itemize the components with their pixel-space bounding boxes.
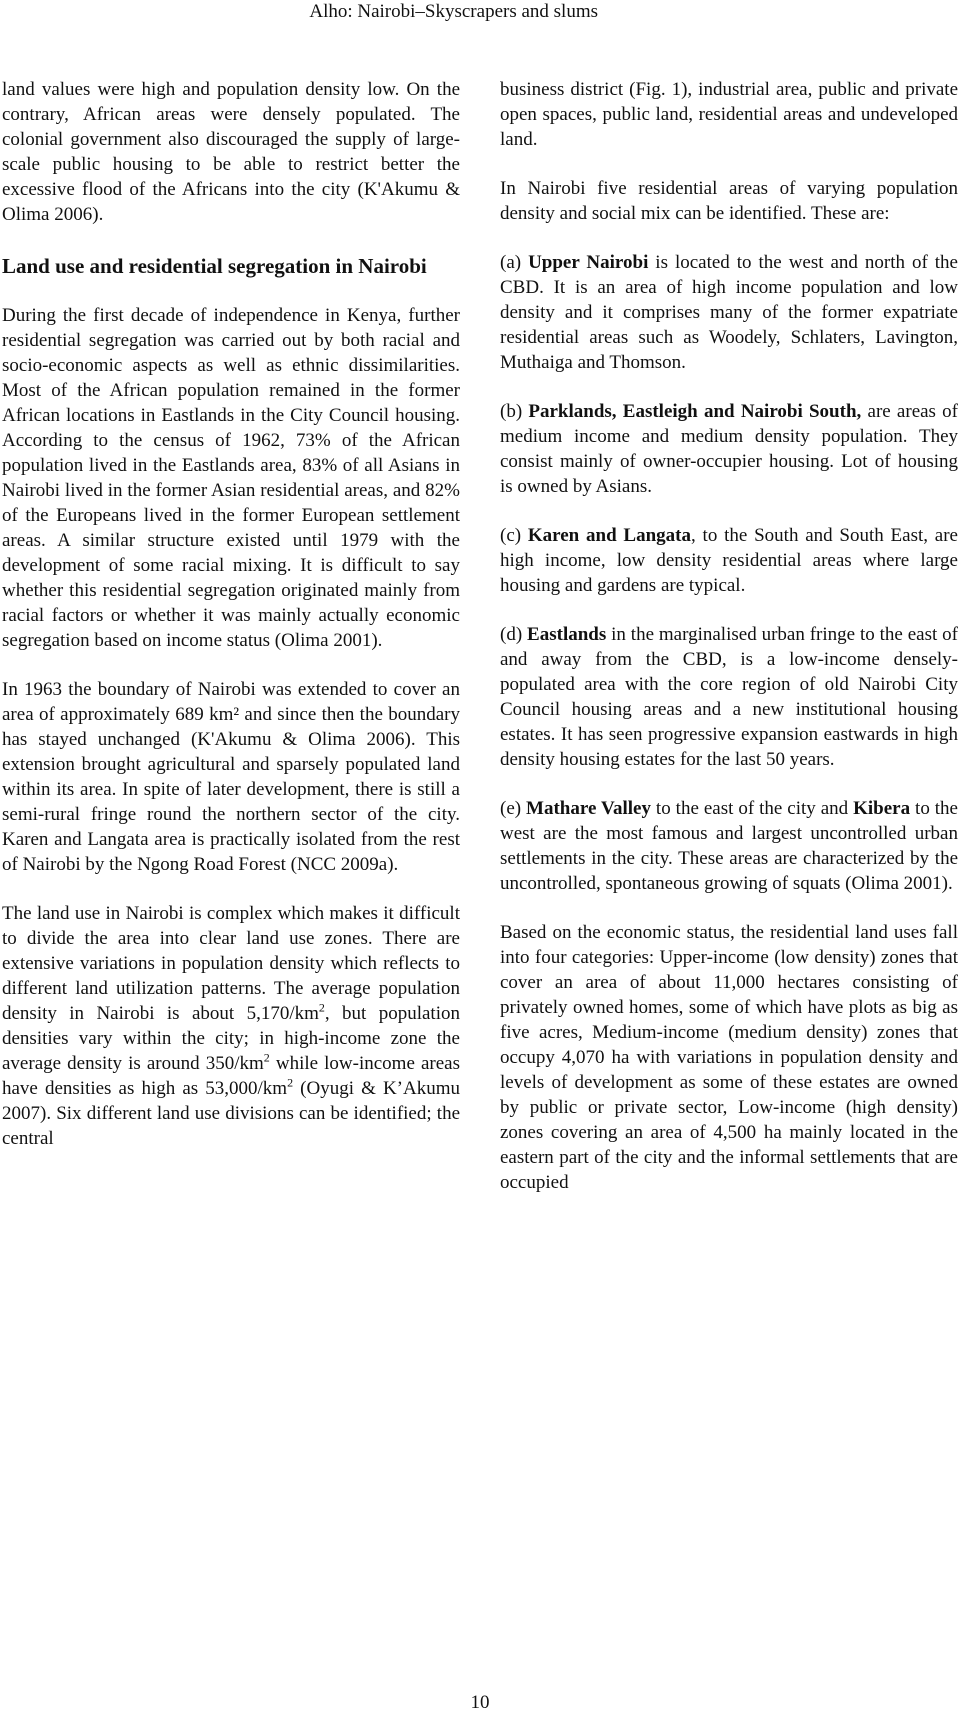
paragraph-boundary-extension: In 1963 the boundary of Nairobi was extended to cover an area of approximately 689 km² and since then the boundary has stayed unchanged (K'Akumu & Olima 2006). This extension brought agricultural and sparsely populated land within its area. In spite of later development, there is still a semi-rural fringe round the northern sector of the city. Karen and Langata area is practically isolated from the rest of Nairobi by the Ngong Road Forest (NCC 2009a).: [2, 679, 460, 875]
right-column: [500, 77, 958, 1195]
paragraph-residential-areas-intro: In Nairobi five residential areas of varying population density and social mix can be identified. These are:: [500, 178, 958, 224]
paragraph-independence-segregation: During the first decade of independence in Kenya, further residential segregation was carried out by both racial and socio-economic aspects as well as ethnic dissimilarities. Most of the African population remained in the former African locations in Eastlands in the City Council housing. According to the census of 1962, 73% of the African population lived in the Eastlands area, 83% of all Asians in Nairobi lived in the former Asian residential areas, and 82% of the Europeans lived in the former European settlement areas. A similar structure existed until 1979 with the development of some racial mixing. It is difficult to say whether this residential segregation originated mainly from racial factors or whether it was mainly actually economic segregation based on income status (Olima 2001).: [2, 305, 460, 651]
left-column: [2, 77, 460, 1151]
page-number: 10: [470, 1692, 490, 1713]
paragraph-economic-categories: Based on the economic status, the residential land uses fall into four categories: Upper-income (low density) zones that cover an area of about 11,000 hectares consisting of privately owned homes, some of which have plots as big as five acres, Medium-income (medium density) zones that occupy 4,070 ha with variations in population density and levels of development as some of these estates are owned by public or private sector, Low-income (high density) zones covering an area of 4,500 ha mainly located in the eastern part of the city and the informal settlements that are occupied: [500, 922, 958, 1193]
list-item-upper-nairobi: (a) Upper Nairobi is located to the west and north of the CBD. It is an area of high income population and low density and it comprises many of the former expatriate residential areas such as Woodely, Schlaters, Lavington, Muthaiga and Thomson.: [500, 252, 958, 373]
list-item-eastlands: (d) Eastlands in the marginalised urban fringe to the east of and away from the CBD, is a low-income densely-populated area with the core region of old Nairobi City Council housing areas and a new institutional housing estates. It has seen progressive expansion eastwards in high density housing estates for the last 50 years.: [500, 624, 958, 770]
list-item-karen-langata: (c) Karen and Langata, to the South and South East, are high income, low density residential areas where large housing and gardens are typical.: [500, 525, 958, 596]
section-heading: Land use and residential segregation in Nairobi: [2, 254, 427, 278]
paragraph-land-use-divisions: business district (Fig. 1), industrial area, public and private open spaces, public land, residential areas and undeveloped land.: [500, 79, 958, 150]
running-header: Alho: Nairobi–Skyscrapers and slums: [309, 1, 598, 22]
list-item-parklands: (b) Parklands, Eastleigh and Nairobi South, are areas of medium income and medium density population. They consist mainly of owner-occupier housing. Lot of housing is owned by Asians.: [500, 401, 959, 497]
list-item-mathare-kibera: (e) Mathare Valley to the east of the city and Kibera to the west are the most famous and largest uncontrolled urban settlements in the city. These areas are characterized by the uncontrolled, spontaneous growing of squats (Olima 2001).: [500, 798, 958, 894]
paragraph-land-use-density: The land use in Nairobi is complex which makes it difficult to divide the area into clear land use zones. There are extensive variations in population density which reflects to different land utilization patterns. The average population density in Nairobi is about $5,170/km^2$, but population densities vary within the city; in high-income zone the average density is around $350/km^2$ while low-income areas have densities as high as $53,000/km^2$ (Oyugi & K’Akumu 2007). Six different land use divisions can be identified; the central: [2, 903, 460, 1149]
paragraph-colonial-housing: land values were high and population density low. On the contrary, African areas were densely populated. The colonial government also discouraged the supply of large-scale public housing to be able to restrict better the excessive flood of the Africans into the city (K'Akumu & Olima 2006).: [2, 79, 460, 225]
